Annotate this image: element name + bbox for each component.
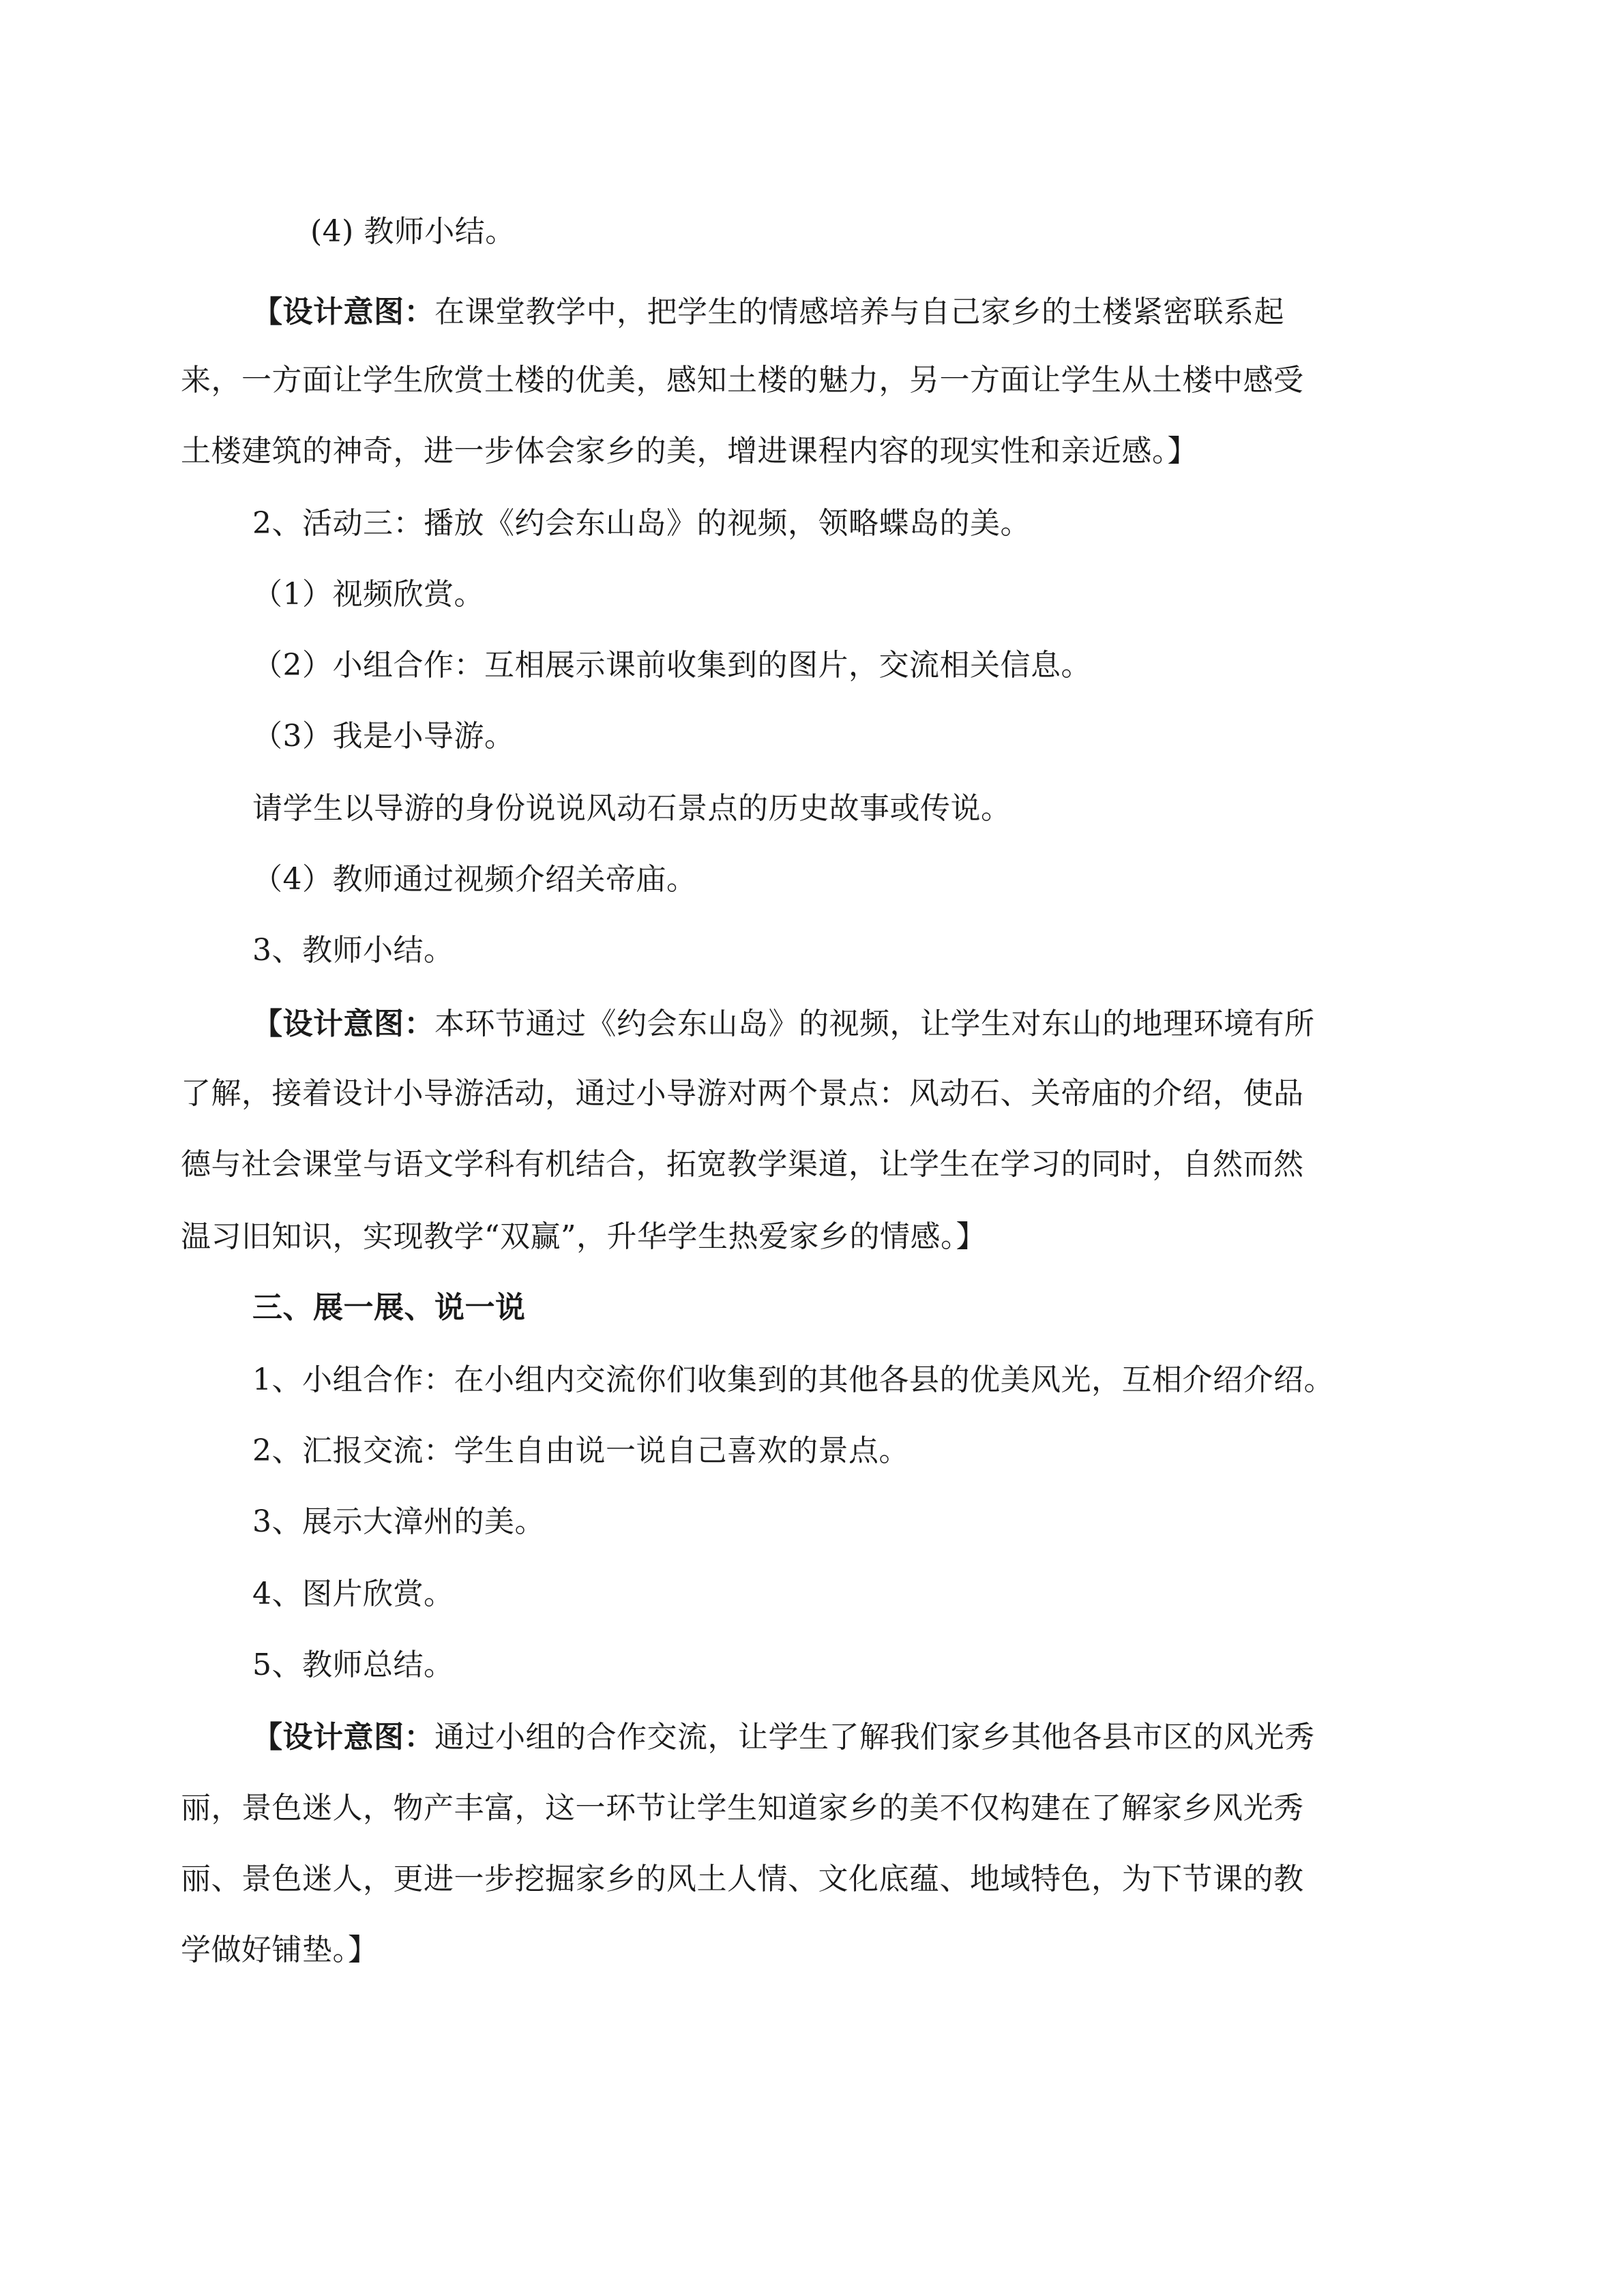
line-text: 5、教师总结。 — [252, 1648, 454, 1682]
line-text: 来，一方面让学生欣赏土楼的优美，感知土楼的魅力，另一方面让学生从土楼中感受 — [181, 363, 1304, 398]
line-text: （2）小组合作：互相展示课前收集到的图片，交流相关信息。 — [252, 648, 1091, 683]
text-line — [181, 1073, 1304, 1114]
line-text: 学做好铺垫。】 — [181, 1933, 379, 1967]
line-text: 丽、景色迷人，更进一步挖掘家乡的风土人情、文化底蕴、地域特色，为下节课的教 — [181, 1862, 1304, 1896]
design-intent-line — [252, 292, 1284, 333]
text-line — [252, 1574, 454, 1615]
line-text: 了解，接着设计小导游活动，通过小导游对两个景点：风动石、关帝庙的介绍，使品 — [181, 1076, 1304, 1111]
line-text: 德与社会课堂与语文学科有机结合，拓宽教学渠道，让学生在学习的同时，自然而然 — [181, 1147, 1304, 1182]
design-intent-label: 【设计意图： — [252, 1007, 434, 1041]
line-text: 2、活动三：播放《约会东山岛》的视频，领略蝶岛的美。 — [252, 506, 1031, 541]
text-line — [181, 1930, 379, 1971]
line-text: 3、展示大漳州的美。 — [252, 1504, 545, 1539]
section-heading — [252, 1287, 526, 1328]
line-text: 2、汇报交流：学生自由说一说自己喜欢的景点。 — [252, 1433, 909, 1468]
section-heading-text: 三、展一展、说一说 — [252, 1290, 526, 1325]
line-text: （4）教师通过视频介绍关帝庙。 — [252, 862, 697, 897]
text-line — [252, 1502, 545, 1542]
text-line — [252, 1645, 454, 1686]
line-text: 丽，景色迷人，物产丰富，这一环节让学生知道家乡的美不仅构建在了解家乡风光秀 — [181, 1791, 1304, 1825]
text-line — [252, 859, 697, 900]
line-text: 通过小组的合作交流，让学生了解我们家乡其他各县市区的风光秀 — [434, 1720, 1315, 1755]
line-text: 请学生以导游的身份说说风动石景点的历史故事或传说。 — [252, 791, 1012, 826]
line-text: 本环节通过《约会东山岛》的视频，让学生对东山的地理环境有所 — [434, 1007, 1315, 1041]
text-line — [310, 211, 516, 252]
line-text: (4) 教师小结。 — [310, 214, 516, 249]
line-text: （3）我是小导游。 — [252, 719, 515, 754]
text-line — [252, 788, 1012, 829]
line-text: 在课堂教学中，把学生的情感培养与自己家乡的土楼紧密联系起 — [434, 295, 1284, 329]
text-line — [252, 574, 484, 615]
text-line — [252, 1431, 909, 1472]
text-line — [181, 1144, 1304, 1185]
text-line — [252, 503, 1031, 544]
text-line — [181, 1788, 1304, 1829]
design-intent-line — [252, 1004, 1315, 1045]
line-text: （1）视频欣赏。 — [252, 577, 484, 612]
line-text: 4、图片欣赏。 — [252, 1577, 454, 1611]
text-line — [252, 930, 454, 971]
design-intent-label: 【设计意图： — [252, 1720, 434, 1755]
line-text: 温习旧知识，实现教学“双赢”，升华学生热爱家乡的情感。】 — [181, 1219, 986, 1254]
line-text: 土楼建筑的神奇，进一步体会家乡的美，增进课程内容的现实性和亲近感。】 — [181, 434, 1198, 468]
text-line — [181, 1217, 986, 1257]
text-line — [181, 1859, 1304, 1900]
design-intent-label: 【设计意图： — [252, 295, 434, 329]
text-line — [252, 645, 1091, 686]
text-line — [252, 1360, 1334, 1401]
line-text: 3、教师小结。 — [252, 933, 454, 968]
text-line — [181, 360, 1304, 401]
text-line — [252, 716, 515, 757]
design-intent-line — [252, 1717, 1315, 1758]
line-text: 1、小组合作：在小组内交流你们收集到的其他各县的优美风光，互相介绍介绍。 — [252, 1362, 1334, 1397]
text-line — [181, 431, 1198, 472]
